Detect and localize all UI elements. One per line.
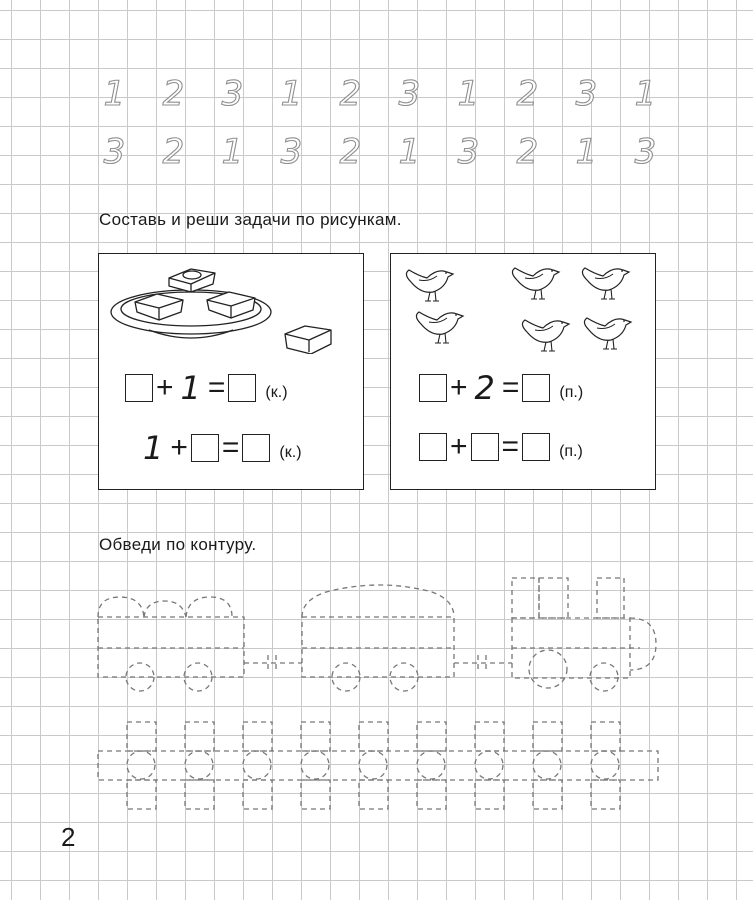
trace-digit[interactable]: 1 <box>280 74 303 114</box>
answer-box[interactable] <box>125 374 153 402</box>
answer-box[interactable] <box>191 434 219 462</box>
equation-4 <box>419 432 583 462</box>
equation-3 <box>419 369 584 407</box>
plus-sign: + <box>450 430 468 463</box>
trace-digit[interactable]: 3 <box>103 132 126 172</box>
birds-panel <box>390 253 656 490</box>
plate-with-candies-icon <box>99 254 363 354</box>
task2-heading: Обведи по контуру. <box>99 535 257 554</box>
equation-1 <box>125 369 288 407</box>
equation-2 <box>139 429 302 467</box>
trace-digit[interactable]: 3 <box>221 74 244 114</box>
trace-digit[interactable]: 3 <box>280 132 303 172</box>
answer-box[interactable] <box>522 374 550 402</box>
answer-box[interactable] <box>522 433 550 461</box>
plus-sign: + <box>170 431 188 464</box>
plus-sign: + <box>450 371 468 404</box>
train-trace-outline[interactable] <box>0 570 753 890</box>
unit-label: (к.) <box>279 444 302 461</box>
task1-heading: Составь и реши задачи по рисункам. <box>99 210 402 229</box>
trace-digit[interactable]: 2 <box>339 132 362 172</box>
trace-digit[interactable]: 1 <box>575 132 598 172</box>
trace-digit[interactable]: 1 <box>457 74 480 114</box>
trace-digit[interactable]: 3 <box>634 132 657 172</box>
page-number: 2 <box>61 822 76 852</box>
equals-sign: = <box>207 371 226 404</box>
trace-digit[interactable]: 1 <box>398 132 421 172</box>
trace-digit[interactable]: 2 <box>516 74 539 114</box>
answer-box[interactable] <box>419 374 447 402</box>
trace-row-2 <box>100 132 660 172</box>
equals-sign: = <box>501 430 520 463</box>
answer-box[interactable] <box>419 433 447 461</box>
trace-digit[interactable]: 3 <box>398 74 421 114</box>
equals-sign: = <box>501 371 520 404</box>
equals-sign: = <box>221 431 240 464</box>
trace-digit[interactable]: 3 <box>575 74 598 114</box>
trace-digit[interactable]: 2 <box>162 132 185 172</box>
trace-digit[interactable]: 1 <box>634 74 657 114</box>
answer-box[interactable] <box>471 433 499 461</box>
trace-digit[interactable]: 2 <box>516 132 539 172</box>
trace-digit[interactable]: 1 <box>103 74 126 114</box>
given-number: 2 <box>474 369 495 407</box>
trace-digit[interactable]: 1 <box>221 132 244 172</box>
birds-icon <box>391 254 655 364</box>
answer-box[interactable] <box>228 374 256 402</box>
trace-digit[interactable]: 2 <box>339 74 362 114</box>
unit-label: (к.) <box>265 384 288 401</box>
trace-row-1 <box>100 74 660 114</box>
trace-digit[interactable]: 2 <box>162 74 185 114</box>
candies-panel <box>98 253 364 490</box>
given-number: 1 <box>180 369 201 407</box>
trace-digit[interactable]: 3 <box>457 132 480 172</box>
unit-label: (п.) <box>559 384 584 401</box>
plus-sign: + <box>156 371 174 404</box>
unit-label: (п.) <box>559 443 583 460</box>
answer-box[interactable] <box>242 434 270 462</box>
given-number: 1 <box>143 429 164 467</box>
